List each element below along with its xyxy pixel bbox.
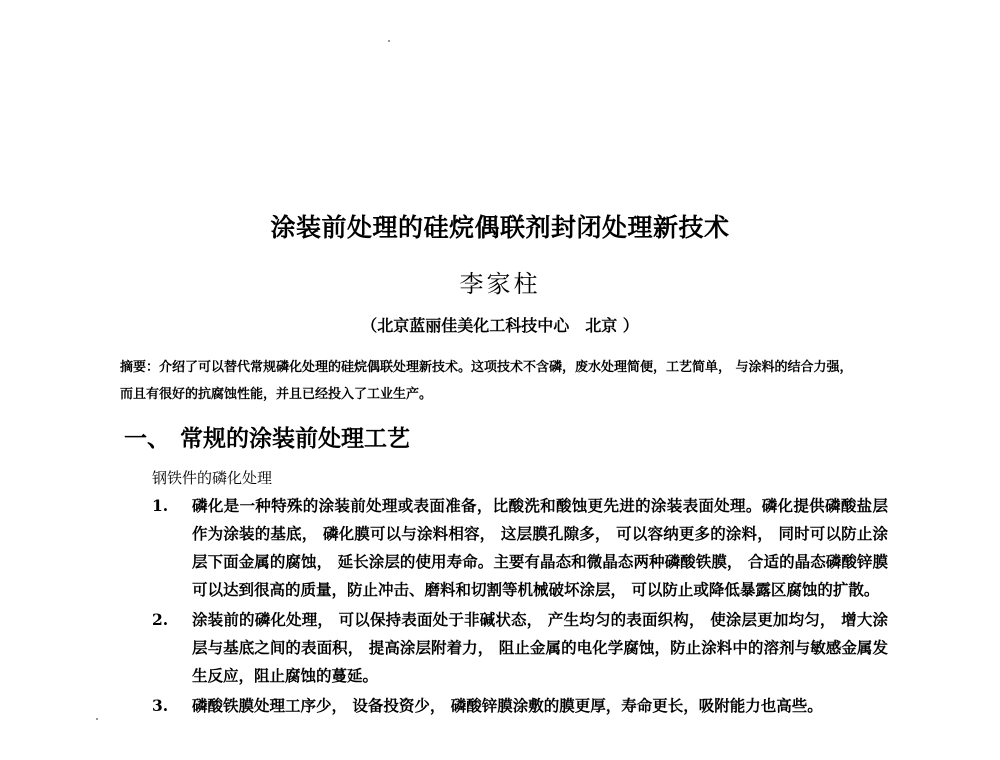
list-item-text: 磷化是一种特殊的涂装前处理或表面准备，比酸洗和酸蚀更先进的涂装表面处理。磷化提供磷酸盐层作为涂装的基底， 磷化膜可以与涂料相容， 这层膜孔隙多， 可以容纳更多的涂料， 同时可以防止涂层下面金属的腐蚀， 延长涂层的使用寿命。主要有晶态和微晶态两种磷酸铁膜， 合适的晶态磷酸锌膜可以达到很高的质量，防止冲击、磨料和切割等机械破坏涂层， 可以防止或降低暴露区腐蚀的扩散。: [192, 496, 888, 599]
list-item-number: 3.: [152, 696, 169, 715]
list-item: [152, 692, 888, 720]
list-item: [152, 492, 888, 604]
numbered-list: [152, 492, 888, 722]
scan-speck: [96, 718, 98, 720]
list-item-text: 涂装前的磷化处理， 可以保持表面处于非碱状态， 产生均匀的表面织构， 使涂层更加均匀， 增大涂层与基底之间的表面积， 提高涂层附着力， 阻止金属的电化学腐蚀，防止涂料中的溶剂与敏感金属发生反应，阻止腐蚀的蔓延。: [192, 610, 888, 685]
affiliation: （北京蓝丽佳美化工科技中心 北京 ）: [361, 316, 639, 335]
section-title: 常规的涂装前处理工艺: [180, 426, 410, 452]
section-number: 一、: [124, 426, 170, 452]
list-item-text: 磷酸铁膜处理工序少， 设备投资少， 磷酸锌膜涂敷的膜更厚，寿命更长，吸附能力也高些。: [192, 696, 823, 715]
list-item-number: 2.: [152, 610, 169, 629]
author-name: 李家柱: [459, 270, 541, 298]
subheading: 钢铁件的磷化处理: [152, 469, 273, 487]
abstract: 摘要：介绍了可以替代常规磷化处理的硅烷偶联处理新技术。这项技术不含磷，废水处理简便，工艺简单， 与涂料的结合力强，而且有很好的抗腐蚀性能，并且已经投入了工业生产。: [120, 360, 853, 402]
list-item-number: 1.: [152, 496, 169, 515]
scan-speck: [388, 40, 390, 42]
section-heading: [124, 420, 410, 453]
list-item: [152, 606, 888, 690]
paper-title: 涂装前处理的硅烷偶联剂封闭处理新技术: [270, 213, 730, 242]
